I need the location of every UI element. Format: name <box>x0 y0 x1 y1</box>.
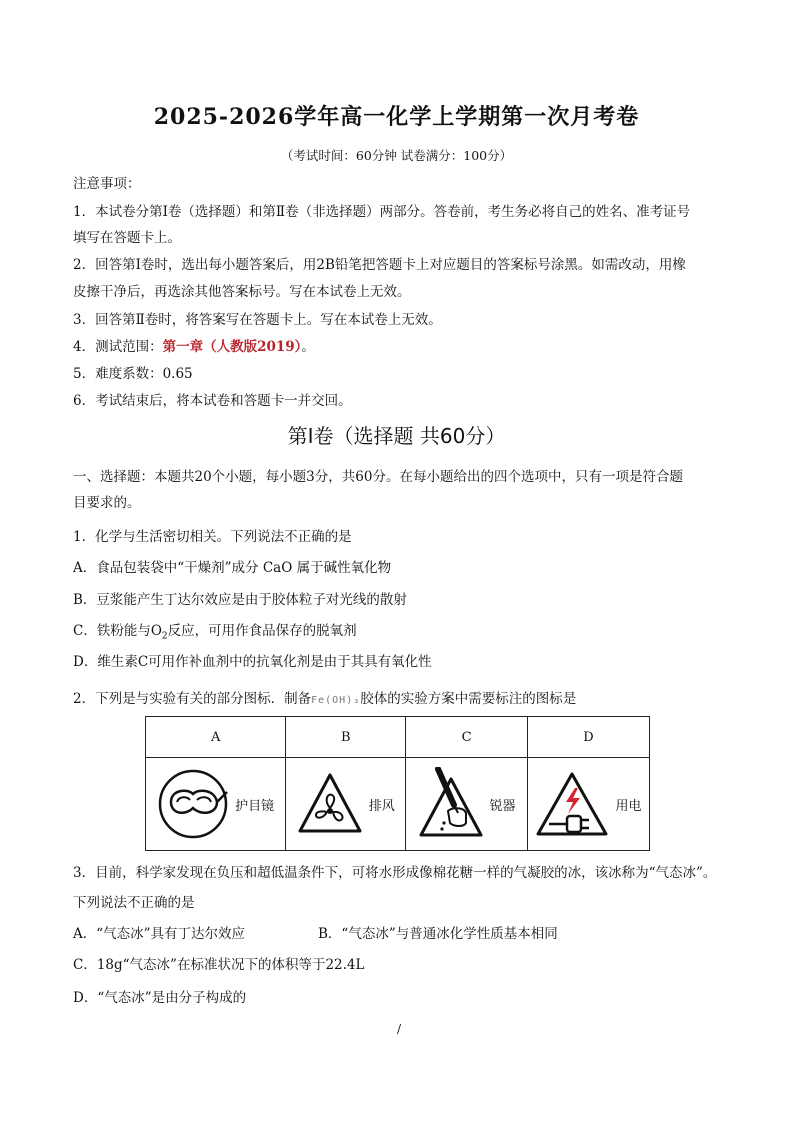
ventilation-label: 排风 <box>368 798 395 814</box>
col-header-c: C <box>406 717 528 758</box>
note-2b: 皮擦干净后，再选涂其他答案标号。写在本试卷上无效。 <box>73 284 411 300</box>
q3-stem-a: 3．目前，科学家发现在负压和超低温条件下，可将水形成像棉花糖一样的气凝胶的冰，该冰称为“气态冰”。 <box>73 865 717 881</box>
q1-option-a: A．食品包装袋中“干燥剂”成分 CaO 属于碱性氧化物 <box>73 560 392 576</box>
icon-cell-b <box>286 758 406 851</box>
section-intro-a: 一、选择题：本题共20个小题，每小题3分，共60分。在每小题给出的四个选项中，只有一项是符合题 <box>73 469 683 485</box>
q3-option-c: C．18g“气态冰”在标准状况下的体积等于22.4L <box>73 957 365 973</box>
q2-stem <box>73 687 576 707</box>
q3-option-b: B．“气态冰”与普通冰化学性质基本相同 <box>318 926 558 942</box>
icon-cell-c <box>406 758 528 851</box>
q1-c-subscript: 2 <box>161 631 168 642</box>
note-4-suffix: 。 <box>301 339 315 355</box>
fe-oh3-formula: Fe(OH)₃ <box>311 695 361 706</box>
electricity-icon <box>535 770 609 838</box>
q1-c-prefix: C．铁粉能与O <box>73 623 162 639</box>
q2-stem-prefix: 2．下列是与实验有关的部分图标．制备 <box>73 691 312 707</box>
icon-cell-a <box>146 758 286 851</box>
q1-stem: 1．化学与生活密切相关。下列说法不正确的是 <box>73 529 352 545</box>
sharp-object-icon <box>418 767 484 841</box>
note-1a: 1．本试卷分第Ⅰ卷（选择题）和第Ⅱ卷（非选择题）两部分。答卷前，考生务必将自己的姓名、准考证号 <box>73 204 691 220</box>
notes-heading: 注意事项： <box>73 176 141 192</box>
note-2a: 2．回答第Ⅰ卷时，选出每小题答案后，用2B铅笔把答题卡上对应题目的答案标号涂黑。如需改动，用橡 <box>73 257 686 273</box>
section-intro-b: 目要求的。 <box>73 495 141 511</box>
ventilation-fan-icon <box>297 771 363 837</box>
q2-icon-table <box>145 716 650 851</box>
q1-c-suffix: 反应，可用作食品保存的脱氧剂 <box>167 623 357 639</box>
q3-stem-b: 下列说法不正确的是 <box>73 895 195 911</box>
col-header-d: D <box>527 717 649 758</box>
q1-option-b: B．豆浆能产生丁达尔效应是由于胶体粒子对光线的散射 <box>73 592 407 608</box>
note-6: 6．考试结束后，将本试卷和答题卡一并交回。 <box>73 393 352 409</box>
exam-subtitle: （考试时间：60分钟 试卷满分：100分） <box>280 148 513 163</box>
test-range: 第一章（人教版2019） <box>162 339 302 355</box>
goggles-label: 护目镜 <box>235 798 275 814</box>
q3-option-a: A．“气态冰”具有丁达尔效应 <box>73 926 246 942</box>
section-heading: 第Ⅰ卷（选择题 共60分） <box>287 424 506 448</box>
electricity-label: 用电 <box>615 798 642 814</box>
q2-stem-suffix: 胶体的实验方案中需要标注的图标是 <box>360 691 577 707</box>
exam-title: 2025-2026学年高一化学上学期第一次月考卷 <box>153 104 640 130</box>
note-4-prefix: 4．测试范围： <box>73 339 163 355</box>
note-4 <box>73 335 315 355</box>
icon-cell-d <box>527 758 649 851</box>
note-3: 3．回答第Ⅱ卷时，将答案写在答题卡上。写在本试卷上无效。 <box>73 312 442 328</box>
note-1b: 填写在答题卡上。 <box>73 230 181 246</box>
q3-option-d: D．“气态冰”是由分子构成的 <box>73 990 247 1006</box>
col-header-a: A <box>146 717 286 758</box>
q1-option-d: D．维生素C可用作补血剂中的抗氧化剂是由于其具有氧化性 <box>73 654 432 670</box>
goggles-icon <box>157 768 229 840</box>
q1-option-c <box>73 619 357 642</box>
note-5: 5．难度系数：0.65 <box>73 366 193 382</box>
page-footer-mark: / <box>397 1022 402 1036</box>
sharp-object-label: 锐器 <box>489 798 516 814</box>
col-header-b: B <box>286 717 406 758</box>
